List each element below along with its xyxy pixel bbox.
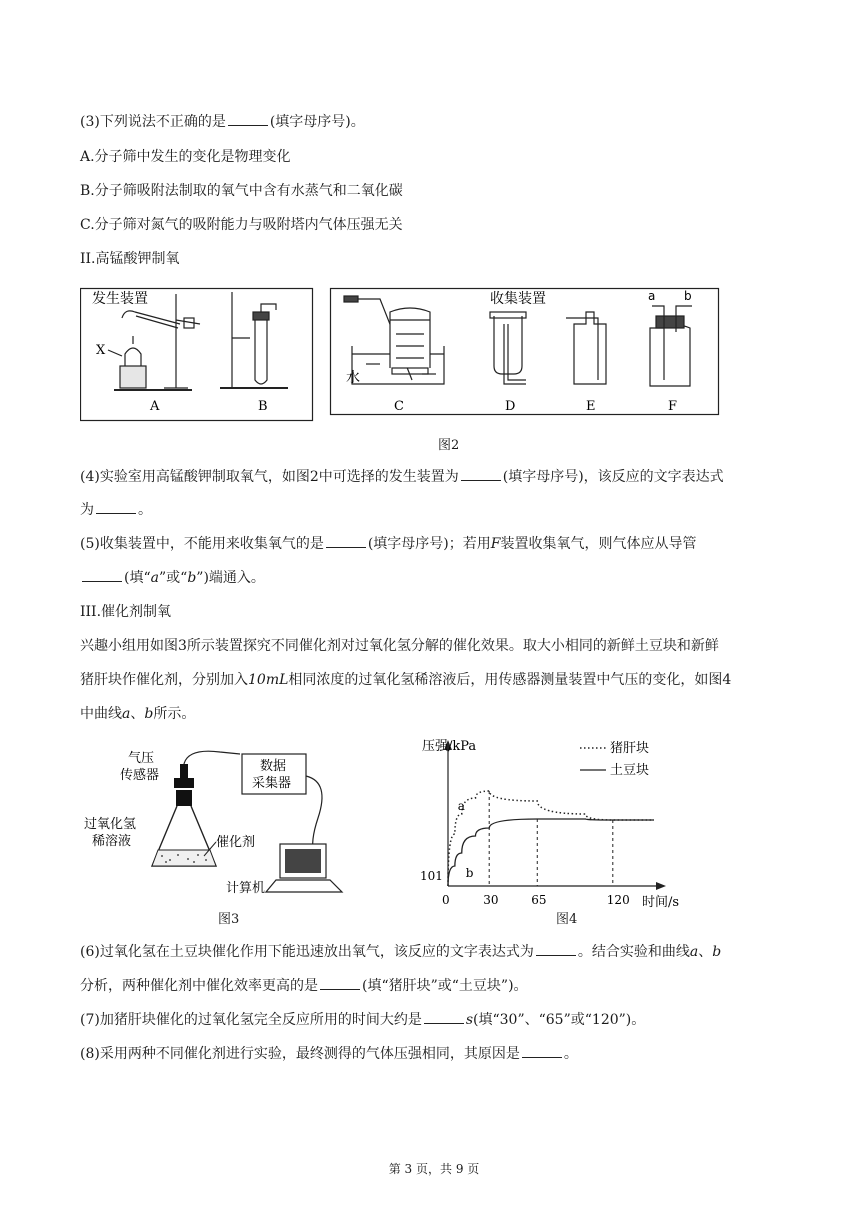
answer-blank[interactable]	[228, 113, 268, 126]
apparatus-d	[490, 312, 526, 384]
computer-label: 计算机	[226, 881, 266, 896]
para-text: 、	[130, 706, 145, 722]
para-text: 中曲线	[80, 706, 122, 722]
letter-f: F	[668, 399, 678, 414]
letter-d: D	[505, 399, 516, 414]
series-label-a: a	[457, 799, 465, 813]
figure-4-chart	[410, 734, 710, 914]
series-line-a	[448, 791, 654, 886]
answer-blank[interactable]	[536, 943, 576, 956]
q6-stem-line1	[80, 943, 721, 961]
answer-blank[interactable]	[326, 535, 366, 548]
sensor-label-2: 传感器	[120, 768, 160, 783]
var-a: a	[689, 944, 699, 960]
q7-stem-text: (7)加猪肝块催化的过氧化氢完全反应所用的时间大约是	[80, 1012, 422, 1028]
apparatus-a	[108, 294, 200, 390]
apparatus-b	[220, 292, 288, 388]
tube-b-label: b	[684, 289, 692, 303]
section3-para-line2	[80, 671, 731, 689]
q5-stem-line2	[80, 569, 265, 587]
x-tick-label: 30	[483, 893, 499, 907]
q4-stem-text: 为	[80, 502, 94, 518]
q4-stem-text: 。	[138, 502, 152, 518]
answer-blank[interactable]	[82, 569, 122, 582]
catalyst-label: 催化剂	[216, 835, 256, 850]
q7-stem-text: (填“30”、“65”或“120”)。	[473, 1012, 646, 1028]
legend	[580, 740, 649, 778]
q3-option-a: A.分子筛中发生的变化是物理变化	[80, 149, 291, 165]
q6-stem-text: 分析，两种催化剂中催化效率更高的是	[80, 978, 318, 994]
figure-3	[80, 742, 370, 932]
water-label: 水	[346, 370, 360, 386]
var-b: b	[712, 944, 722, 960]
x-tick-label: 120	[606, 893, 630, 907]
x-tick-label: 65	[531, 893, 547, 907]
q4-stem-line2	[80, 501, 152, 519]
var-a: a	[122, 706, 131, 722]
q3-stem-text: (填字母序号)。	[269, 114, 365, 130]
figure-2	[80, 284, 720, 424]
volume-value: 10mL	[248, 672, 289, 688]
letter-c: C	[394, 399, 404, 414]
q5-stem-text: (填字母序号)；若用	[367, 536, 491, 552]
tube-a-label: a	[648, 289, 656, 303]
collector-label: 收集装置	[490, 291, 546, 307]
para-text: 相同浓度的过氧化氢稀溶液后，用传感器测量装置中气压的变化，如图4	[288, 672, 732, 688]
q6-stem-text: (6)过氧化氢在土豆块催化作用下能迅速放出氧气，该反应的文字表达式为	[80, 944, 534, 960]
series-group	[448, 791, 654, 886]
q4-stem-text: (4)实验室用高锰酸钾制取氧气，如图2中可选择的发生装置为	[80, 469, 459, 485]
answer-blank[interactable]	[96, 501, 136, 514]
q3-stem-text: (3)下列说法不正确的是	[80, 114, 226, 130]
x-label: X	[96, 343, 106, 358]
section-heading-iii: III.催化剂制氧	[80, 604, 172, 620]
q6-stem-text: (填“猪肝块”或“土豆块”)。	[362, 978, 528, 994]
apparatus-e	[566, 312, 606, 384]
computer-icon	[266, 844, 342, 892]
x-axis	[448, 882, 666, 890]
figure-4-caption: 图4	[556, 912, 578, 927]
apparatus-f	[650, 306, 692, 386]
letter-b: B	[258, 399, 268, 414]
y-start-label: 101	[420, 869, 443, 883]
x-tick-label: 0	[442, 893, 450, 907]
daq-label-1: 数据	[260, 759, 287, 774]
answer-blank[interactable]	[424, 1011, 464, 1024]
y-axis-label: 压强/kPa	[422, 739, 477, 754]
q5-stem-line1	[80, 535, 697, 553]
q4-stem-text: (填字母序号)，该反应的文字表达式	[502, 469, 724, 485]
generator-frame	[81, 289, 313, 421]
collector-frame	[331, 289, 719, 415]
q8-stem-text: 。	[563, 1046, 578, 1062]
x-tick-group	[442, 893, 630, 907]
section3-para-line3	[80, 705, 195, 723]
var-b: b	[144, 706, 154, 722]
q5-stem-text: 装置收集氧气，则气体应从导管	[500, 536, 697, 552]
answer-blank[interactable]	[320, 977, 360, 990]
q5-stem-text: ”或“	[158, 570, 188, 586]
x-axis-label: 时间/s	[642, 895, 680, 910]
var-a: a	[150, 570, 159, 586]
section3-para-line1: 兴趣小组用如图3所示装置探究不同催化剂对过氧化氢分解的催化效果。取大小相同的新鲜土豆块和新鲜	[80, 638, 719, 654]
solution-label-1: 过氧化氢	[84, 817, 137, 832]
letter-a: A	[150, 399, 160, 414]
q6-stem-line2	[80, 977, 528, 995]
solution-label-2: 稀溶液	[92, 834, 132, 849]
q7-stem	[80, 1011, 645, 1029]
section-heading-ii: II.高锰酸钾制氧	[80, 251, 180, 267]
legend-label-liver: 猪肝块	[610, 741, 650, 756]
q6-stem-text: 。结合实验和曲线	[577, 944, 690, 960]
daq-label-2: 采集器	[252, 776, 292, 791]
sensor-label-1: 气压	[128, 751, 155, 766]
q3-option-b: B.分子筛吸附法制取的氧气中含有水蒸气和二氧化碳	[80, 183, 403, 199]
para-text: 猪肝块作催化剂，分别加入	[80, 672, 248, 688]
q8-stem	[80, 1045, 578, 1063]
para-text: 所示。	[153, 706, 196, 722]
unit-s: s	[465, 1012, 474, 1028]
q4-stem-line1	[80, 468, 724, 486]
figure-2-caption: 图2	[438, 438, 460, 453]
page-footer: 第 3 页，共 9 页	[388, 1162, 480, 1176]
letter-e: E	[586, 399, 596, 414]
var-b: b	[187, 570, 197, 586]
answer-blank[interactable]	[461, 468, 501, 481]
legend-label-potato: 土豆块	[610, 763, 650, 778]
y-axis	[444, 740, 452, 886]
series-label-b: b	[465, 866, 474, 880]
q5-stem-text: (填“	[124, 570, 151, 586]
figure-3-caption: 图3	[218, 912, 240, 927]
series-line-b	[448, 819, 654, 886]
q6-stem-text: 、	[698, 944, 713, 960]
var-f: F	[490, 536, 501, 552]
q5-stem-text: (5)收集装置中，不能用来收集氧气的是	[80, 536, 324, 552]
q5-stem-text: ”)端通入。	[196, 570, 265, 586]
answer-blank[interactable]	[522, 1045, 562, 1058]
q3-option-c: C.分子筛对氮气的吸附能力与吸附塔内气体压强无关	[80, 217, 403, 233]
generator-label: 发生装置	[92, 291, 148, 307]
q3-stem	[80, 113, 365, 131]
q8-stem-text: (8)采用两种不同催化剂进行实验，最终测得的气体压强相同，其原因是	[80, 1046, 520, 1062]
cable	[306, 776, 322, 854]
